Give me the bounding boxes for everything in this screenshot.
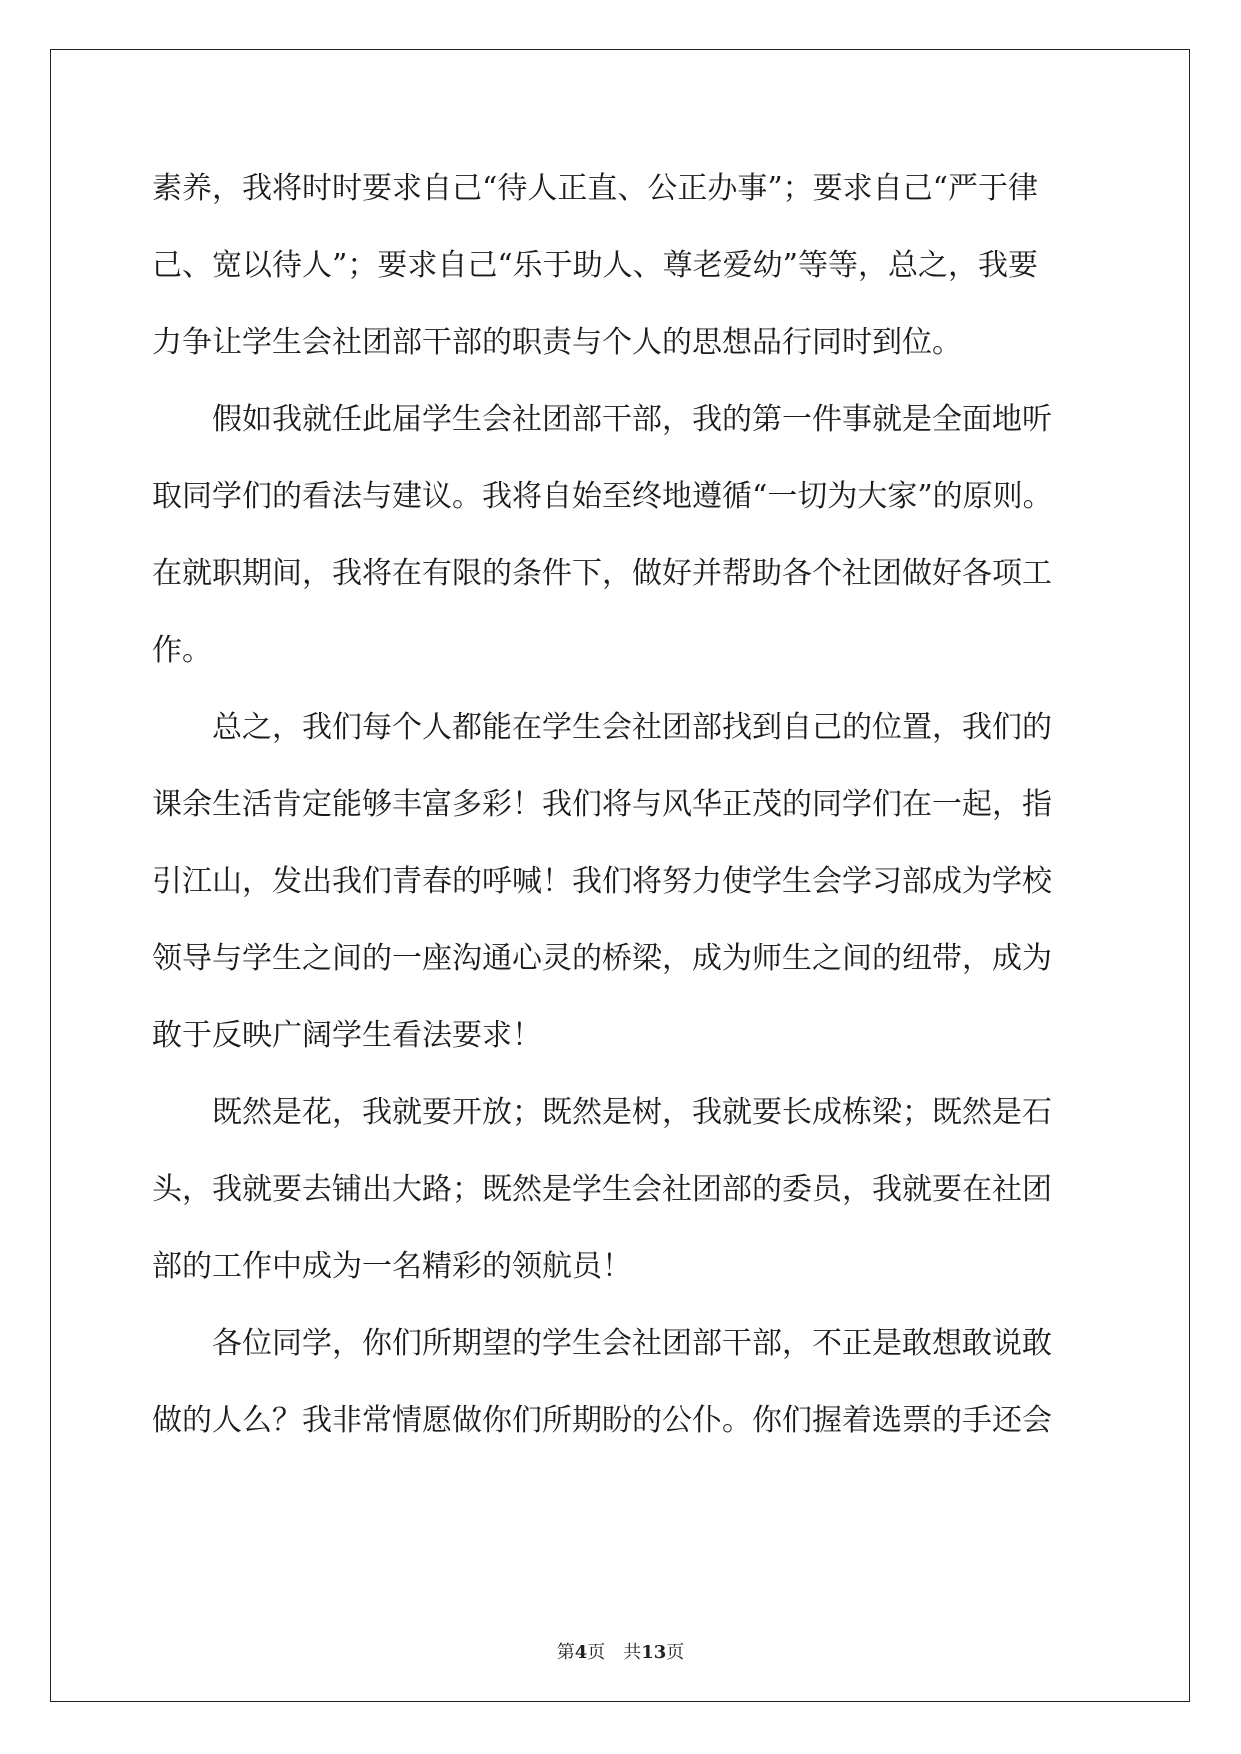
text-line: 取同学们的看法与建议。我将自始至终地遵循“一切为大家”的原则。 xyxy=(152,479,1053,514)
text-line: 作。 xyxy=(152,633,212,668)
text-line: 己、宽以待人”；要求自己“乐于助人、尊老爱幼”等等，总之，我要 xyxy=(152,248,1039,283)
text-line: 既然是花，我就要开放；既然是树，我就要长成栋梁；既然是石 xyxy=(152,1095,1052,1130)
text-line: 课余生活肯定能够丰富多彩！我们将与风华正茂的同学们在一起，指 xyxy=(152,787,1052,822)
document-body xyxy=(152,164,1092,1473)
text-line: 做的人么？我非常情愿做你们所期盼的公仆。你们握着选票的手还会 xyxy=(152,1403,1052,1438)
text-line: 假如我就任此届学生会社团部干部，我的第一件事就是全面地听 xyxy=(152,402,1052,437)
text-line: 力争让学生会社团部干部的职责与个人的思想品行同时到位。 xyxy=(152,325,962,360)
text-line: 部的工作中成为一名精彩的领航员！ xyxy=(152,1249,632,1284)
text-line: 领导与学生之间的一座沟通心灵的桥梁，成为师生之间的纽带，成为 xyxy=(152,941,1052,976)
page-footer xyxy=(0,1638,1241,1664)
text-line: 总之，我们每个人都能在学生会社团部找到自己的位置，我们的 xyxy=(152,710,1052,745)
total-suffix: 页 xyxy=(666,1642,685,1663)
text-line: 敢于反映广阔学生看法要求！ xyxy=(152,1018,542,1053)
text-line: 引江山，发出我们青春的呼喊！我们将努力使学生会学习部成为学校 xyxy=(152,864,1052,899)
page-suffix: 页 xyxy=(587,1642,606,1663)
text-line: 在就职期间，我将在有限的条件下，做好并帮助各个社团做好各项工 xyxy=(152,556,1052,591)
text-line: 头，我就要去铺出大路；既然是学生会社团部的委员，我就要在社团 xyxy=(152,1172,1052,1207)
total-prefix: 共 xyxy=(623,1642,642,1663)
page-number: 4 xyxy=(574,1642,588,1663)
total-pages: 13 xyxy=(641,1642,667,1663)
text-line: 素养，我将时时要求自己“待人正直、公正办事”；要求自己“严于律 xyxy=(152,171,1039,206)
page-prefix: 第 xyxy=(556,1642,575,1663)
text-line: 各位同学，你们所期望的学生会社团部干部，不正是敢想敢说敢 xyxy=(152,1326,1052,1361)
